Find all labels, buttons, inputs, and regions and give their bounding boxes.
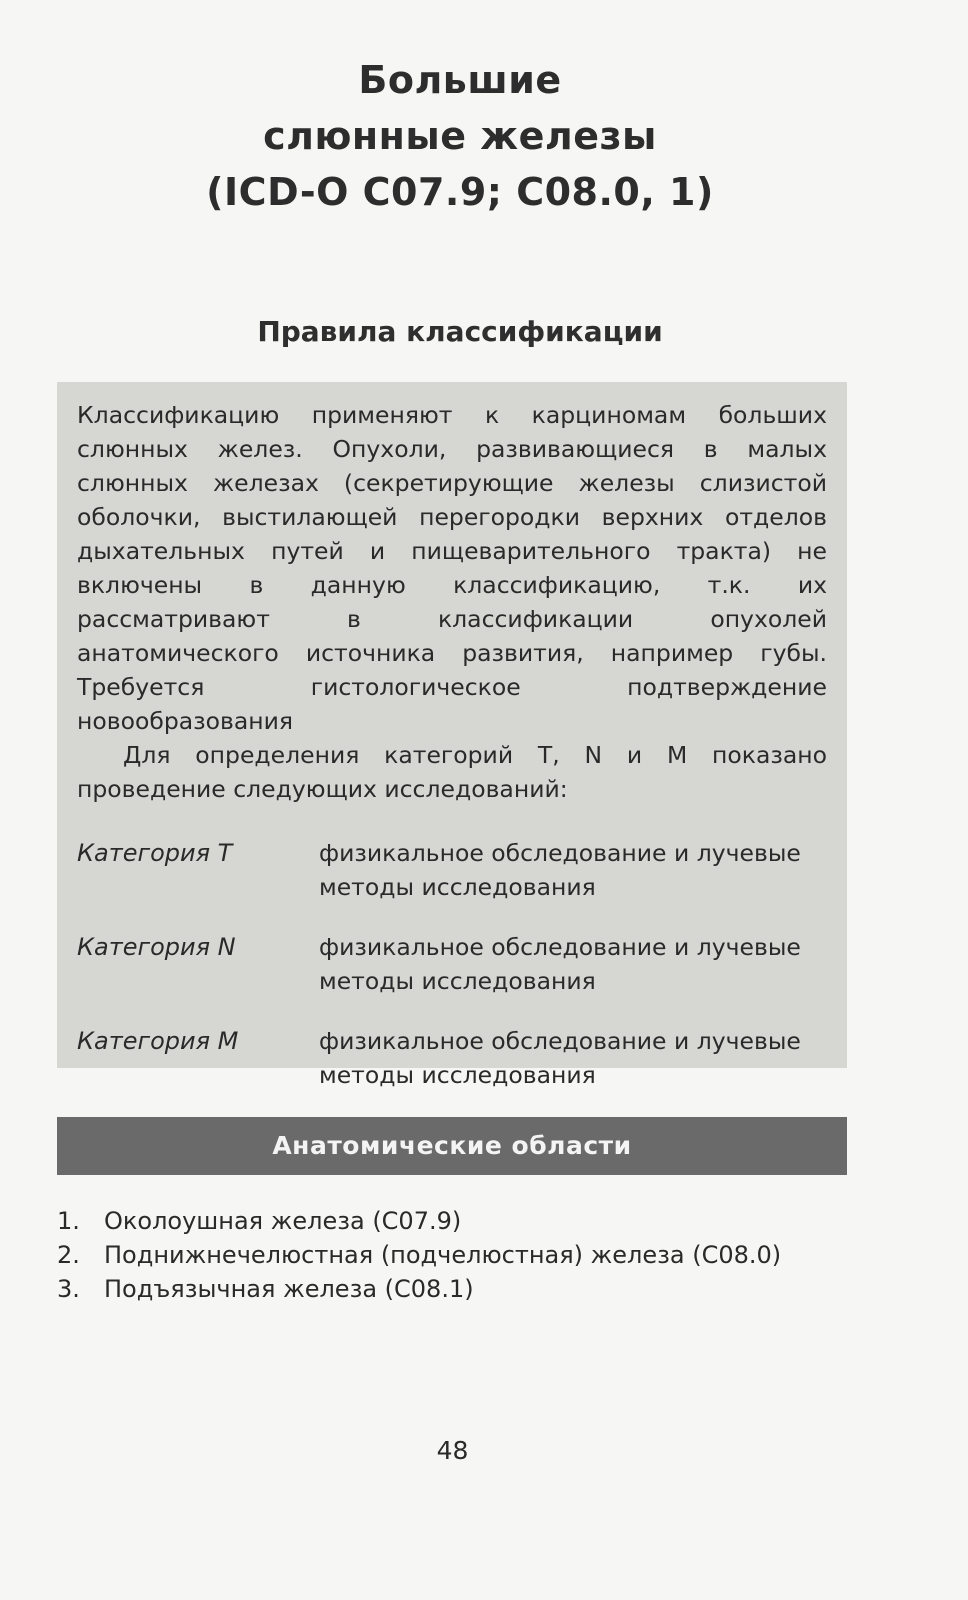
category-row-m: [77, 1024, 827, 1092]
category-description: физикальное обследование и лучевые методы исследования: [319, 1027, 801, 1089]
rules-paragraph-1: Классификацию применяют к карциномам больших слюнных желез. Опухоли, развивающиеся в малых слюнных железах (секретирующие железы слизистой оболочки, выстилающей перегородки верхних отделов дыхательных путей и пищеварительного тракта) не включены в данную классификацию, т.к. их рассматривают в классификации опухолей анатомического источника развития, например губы. Требуется гистологическое подтверждение новообразования: [77, 401, 827, 735]
rules-paragraph-2: Для определения категорий T, N и M показано проведение следующих исследований:: [77, 741, 827, 803]
list-item-number: 1.: [57, 1207, 80, 1235]
title-line-1: Большие: [358, 58, 562, 102]
category-row-t: [77, 836, 827, 904]
list-item-number: 3.: [57, 1275, 80, 1303]
title-line-2: слюнные железы: [263, 114, 657, 158]
list-item: [57, 1272, 877, 1306]
category-description: физикальное обследование и лучевые методы исследования: [319, 933, 801, 995]
anatomical-areas-heading: Анатомические области: [57, 1117, 847, 1175]
category-name: Категория T: [77, 839, 233, 867]
list-item-text: Околоушная железа (C07.9): [104, 1207, 462, 1235]
category-name: Категория M: [77, 1027, 239, 1055]
list-item: [57, 1204, 877, 1238]
list-item-number: 2.: [57, 1241, 80, 1269]
category-description: физикальное обследование и лучевые методы исследования: [319, 839, 801, 901]
classification-rules-box: [57, 382, 847, 1089]
category-name: Категория N: [77, 933, 236, 961]
page-number: 48: [436, 1436, 469, 1465]
page-title: [0, 52, 920, 220]
list-item-text: Поднижнечелюстная (подчелюстная) железа (C08.0): [104, 1241, 782, 1269]
title-line-3: (ICD-O C07.9; C08.0, 1): [206, 170, 714, 214]
list-item-text: Подъязычная железа (C08.1): [104, 1275, 474, 1303]
anatomical-areas-list: [57, 1204, 877, 1306]
classification-rules-heading: Правила классификации: [257, 315, 663, 348]
list-item: [57, 1238, 877, 1272]
category-row-n: [77, 930, 827, 998]
